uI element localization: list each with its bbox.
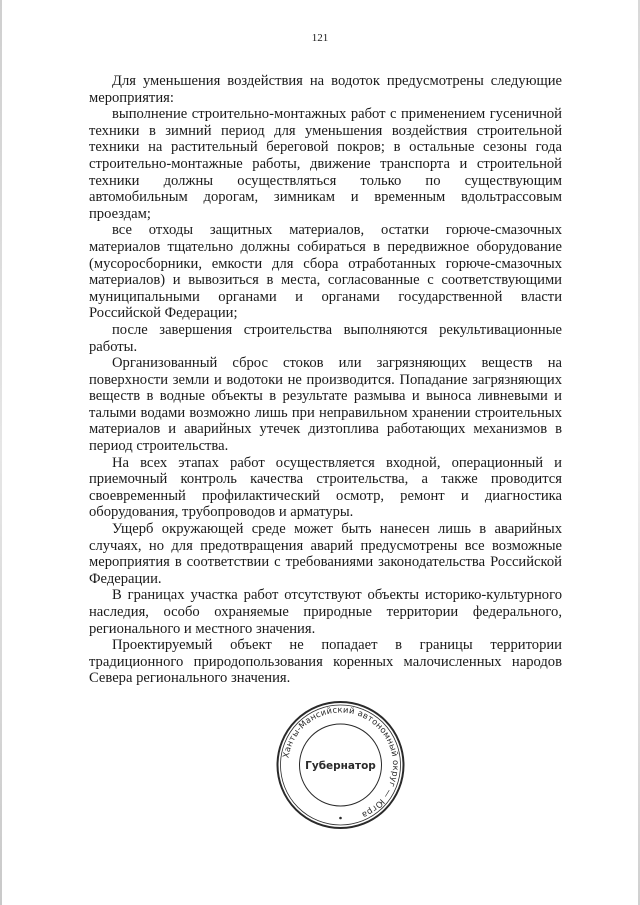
paragraph-intro: Для уменьшения воздействия на водоток предусмотрены следующие мероприятия: bbox=[89, 73, 562, 106]
paragraph-measure-recultivation: после завершения строительства выполняются рекультивационные работы. bbox=[89, 321, 562, 355]
official-seal-stamp bbox=[269, 700, 412, 830]
paragraph-quality-control: На всех этапах работ осуществляется входной, операционный и приемочный контроль качества строительства, а также проводится своевременный профилактический осмотр, ремонт и диагностика оборудования, трубопроводов и арматуры. bbox=[89, 454, 562, 521]
paragraph-discharge: Организованный сброс стоков или загрязняющих веществ на поверхности земли и водотоки не производится. Попадание загрязняющих веществ в водные объекты в результате размыва и выноса ливневыми и талыми водами возможно лишь при неправильном хранении строительных материалов и аварийных утечек дизтоплива работающих механизмов в период строительства. bbox=[89, 355, 562, 455]
stamp-dot bbox=[339, 817, 342, 820]
document-body bbox=[89, 73, 562, 687]
paragraph-damage: Ущерб окружающей среде может быть нанесен лишь в аварийных случаях, но для предотвращения аварий предусмотрены все возможные мероприятия в соответствии с требованиями законодательства Российской Федерации. bbox=[89, 521, 562, 587]
page-number: 121 bbox=[311, 32, 329, 44]
stamp-ring-text: Ханты-Мансийский автономный округ — Югра bbox=[280, 704, 402, 821]
paragraph-heritage: В границах участка работ отсутствуют объекты историко-культурного наследия, особо охраняемые природные территории федерального, регионального и местного значения. bbox=[89, 587, 562, 637]
scan-edge-left bbox=[0, 0, 2, 905]
paragraph-measure-tracked-vehicles: выполнение строительно-монтажных работ с применением гусеничной техники в зимний период для уменьшения воздействия строительной техники на растительный береговой покров; в остальные сезоны года строительно-монтажные работы, движение транспорта и строительной техники должны осуществляться только по существующим автомобильным дорогам, зимникам и временным вдольтрассовым проездам; bbox=[89, 106, 562, 222]
stamp-center-text: Губернатор bbox=[305, 760, 376, 772]
paragraph-measure-waste-collection: все отходы защитных материалов, остатки горюче-смазочных материалов тщательно должны собираться в передвижное оборудование (мусоросборники, емкости для сбора отработанных горюче-смазочных материалов) и вывозиться в места, согласованные с соответствующими муниципальными органами и органами государственной власти Российской Федерации; bbox=[89, 222, 562, 322]
paragraph-traditional-land: Проектируемый объект не попадает в границы территории традиционного природопользования коренных малочисленных народов Севера регионального значения. bbox=[89, 637, 562, 687]
